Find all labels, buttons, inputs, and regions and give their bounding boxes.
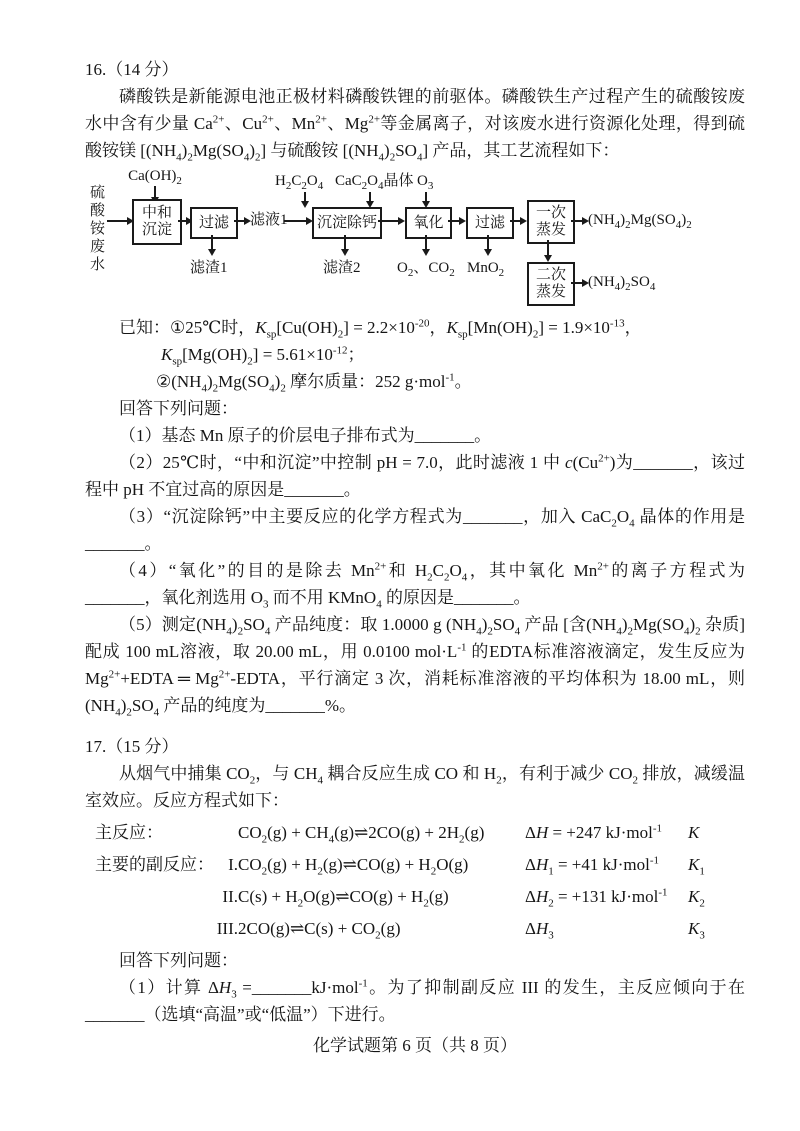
reaction-equation: $CO_2(g)$ + $CH_4(g)\rightleftharpoons 2CO(g) + 2H_2(g)$ (238, 823, 485, 846)
q17-item-1: （1）计算 $\Delta H_3$ =_______kJ·mol$^{-1}$。为了抑制副反应 III 的发生，主反应倾向于在_______（选填“高温”或“低温”）下进行。 (85, 977, 746, 1024)
flow-residue2-label: 滤渣2 (323, 260, 361, 276)
question-17-number: 17.（15 分） (85, 737, 179, 756)
reaction-numeral: II. (222, 887, 238, 906)
reaction-enthalpy: $\Delta H_2 = +131$ kJ·mol$^{-1}$ (525, 886, 668, 910)
arrow-oxidize-gases (425, 235, 427, 249)
flow-gases-label: $O_2$、$CO_2$ (397, 260, 455, 279)
reaction-row-side-label (95, 851, 238, 878)
flow-box-evap2: 二次 蒸发 (527, 262, 575, 306)
flow-product1-label: $(NH_4)_2Mg(SO_4)_2$ (588, 212, 692, 231)
question-16-intro: 磷酸铁是新能源电池正极材料磷酸铁锂的前驱体。磷酸铁生产过程产生的硫酸铵废水中含有少量 $Ca^{2+}$、$Cu^{2+}$、$Mn^{2+}$、$Mg^{2+}$等金属离子，对该废水进行资源化处理，得到硫酸铵镁 $[(NH_4)_2Mg(SO_4)_2]$ 与硫酸铵 $[(NH_4)_2SO_4]$ 产品，其工艺流程如下： (85, 87, 745, 164)
reaction-equation: $CO_2(g)$ + $H_2(g)\rightleftharpoons CO(g) + H_2O(g)$ (238, 855, 469, 878)
reaction-label: 主要的副反应： (95, 855, 214, 874)
reaction-equations (95, 819, 745, 942)
q16-item-4: （4）“氧化”的目的是除去 $Mn^{2+}$和 $H_2C_2O_4$，其中氧化 $Mn^{2+}$的离子方程式为_______，氧化剂选用 $O_3$ 而不用 KMnO$_4$ 的原因是_______。 (85, 560, 745, 611)
arrow-caoh2-in (154, 186, 156, 197)
arrow-cac2o4-in (369, 192, 371, 201)
reaction-label: 主反应： (95, 823, 163, 842)
q17-answer-prompt: 回答下列问题： (119, 951, 238, 970)
page-footer: 化学试题第 6 页（共 8 页） (313, 1036, 517, 1055)
reaction-equation: $C(s) + H_2O(g)\rightleftharpoons CO(g) + H_2(g)$ (238, 887, 449, 910)
flow-reagent-caoh2: $Ca(OH)_2$ (128, 168, 182, 187)
arrow-evap1-evap2 (547, 240, 549, 255)
question-16 (85, 56, 745, 719)
reaction-numeral: III. (216, 919, 238, 938)
arrow-filter2-evap1 (510, 220, 520, 222)
arrow-filter1-filtrate1 (234, 220, 244, 222)
arrow-decalcify-residue2 (344, 235, 346, 249)
flow-box-filter2: 过滤 (466, 207, 514, 239)
reaction-constant: $K_3$ (688, 919, 705, 942)
flow-reagent-cac2o4: $CaC_2O_4$晶体 (335, 173, 414, 192)
arrow-evap1-product1 (571, 220, 582, 222)
known-line-1: 已知：①25℃时，$K_{sp}[Cu(OH)_2] = 2.2\times 10^{-20}$，$K_{sp}[Mn(OH)_2] = 1.9\times 10^{-13}$， (119, 317, 642, 341)
arrow-neutralize-filter1 (178, 220, 186, 222)
reaction-row-main-label (95, 819, 238, 846)
q16-item-3: （3）“沉淀除钙”中主要反应的化学方程式为_______，加入 $CaC_2O_4$ 晶体的作用是_______。 (85, 507, 745, 553)
flow-reagent-o3: $O_3$ (417, 173, 434, 192)
arrow-evap2-product2 (571, 282, 582, 284)
reaction-equation: 2CO(g)⇌C(s) + $CO_2(g)$ (238, 919, 401, 942)
reaction-enthalpy: ΔH = +247 kJ·mol$^{-1}$ (525, 822, 663, 842)
arrow-filtrate1-decalcify (284, 220, 306, 222)
known-line-2: $K_{sp}[Mg(OH)_2] = 5.61\times 10^{-12}$； (161, 344, 365, 368)
flow-box-filter1: 过滤 (190, 207, 238, 239)
arrow-h2c2o4-in (304, 192, 306, 201)
flow-reagent-h2c2o4: $H_2C_2O_4$ (275, 173, 324, 192)
flow-box-decalcify: 沉淀除钙 (312, 207, 382, 239)
q16-item-1: （1）基态 Mn 原子的价层电子排布式为_______。 (119, 426, 492, 445)
reaction-row-label (95, 915, 238, 942)
reaction-numeral: I. (228, 855, 238, 874)
reaction-constant: $K_1$ (688, 855, 705, 878)
question-17 (85, 733, 745, 1028)
flow-filtrate1-label: 滤液1 (250, 212, 288, 228)
flow-mno2-label: MnO$_2$ (467, 260, 505, 279)
flow-product2-label: $(NH_4)_2SO_4$ (588, 274, 656, 293)
arrow-feed-neutralize (107, 220, 127, 222)
q16-item-5: （5）测定$(NH_4)_2SO_4$ 产品纯度：取 1.0000 g $(NH_4)_2SO_4$ 产品 [含$(NH_4)_2Mg(SO_4)_2$ 杂质] 配成 100 mL溶液，取 20.00 mL，用 0.0100 $mol\cdot L^{-1}$ 的EDTA标准溶液滴定，发生反应为 $Mg^{2+}+EDTA$ ═ $Mg^{2+}$-EDTA，平行滴定 3 次，消耗标准溶液的平均体积为 18.00 mL，则$(NH_4)_2SO_4$ 产品的纯度为_______%。 (85, 615, 745, 719)
known-line-3: $②(NH_4)_2Mg(SO_4)_2$ 摩尔质量：252 g·mol$^{-1}$。 (156, 371, 472, 395)
flow-feed-label: 硫酸铵废水 (89, 185, 105, 273)
q16-item-2: （2）25℃时，“中和沉淀”中控制 pH = 7.0，此时滤液 1 中 $c(Cu^{2+})$为_______，该过程中 pH 不宜过高的原因是_______。 (85, 452, 745, 499)
reaction-constant: K (688, 823, 700, 842)
flow-box-evap1: 一次 蒸发 (527, 200, 575, 244)
reaction-enthalpy: $\Delta H_3$ (525, 919, 554, 942)
flow-residue1-label: 滤渣1 (190, 260, 228, 276)
arrow-o3-in (425, 192, 427, 201)
flow-box-neutralize: 中和 沉淀 (132, 199, 182, 245)
arrow-filter1-residue1 (211, 235, 213, 249)
flow-box-oxidize: 氧化 (405, 207, 452, 239)
reaction-enthalpy: $\Delta H_1 = +41$ kJ·mol$^{-1}$ (525, 854, 660, 878)
q16-answer-prompt: 回答下列问题： (119, 399, 238, 418)
arrow-filter2-mno2 (487, 235, 489, 249)
arrow-decalcify-oxidize (378, 220, 398, 222)
question-17-intro: 从烟气中捕集 $CO_2$，与 $CH_4$ 耦合反应生成 CO 和 $H_2$，有利于减少 $CO_2$ 排放，减缓温室效应。反应方程式如下： (85, 764, 745, 810)
process-flowchart (83, 168, 745, 308)
reaction-row-label (95, 883, 238, 910)
question-16-number: 16.（14 分） (85, 60, 179, 79)
arrow-oxidize-filter2 (448, 220, 459, 222)
reaction-constant: $K_2$ (688, 887, 705, 910)
